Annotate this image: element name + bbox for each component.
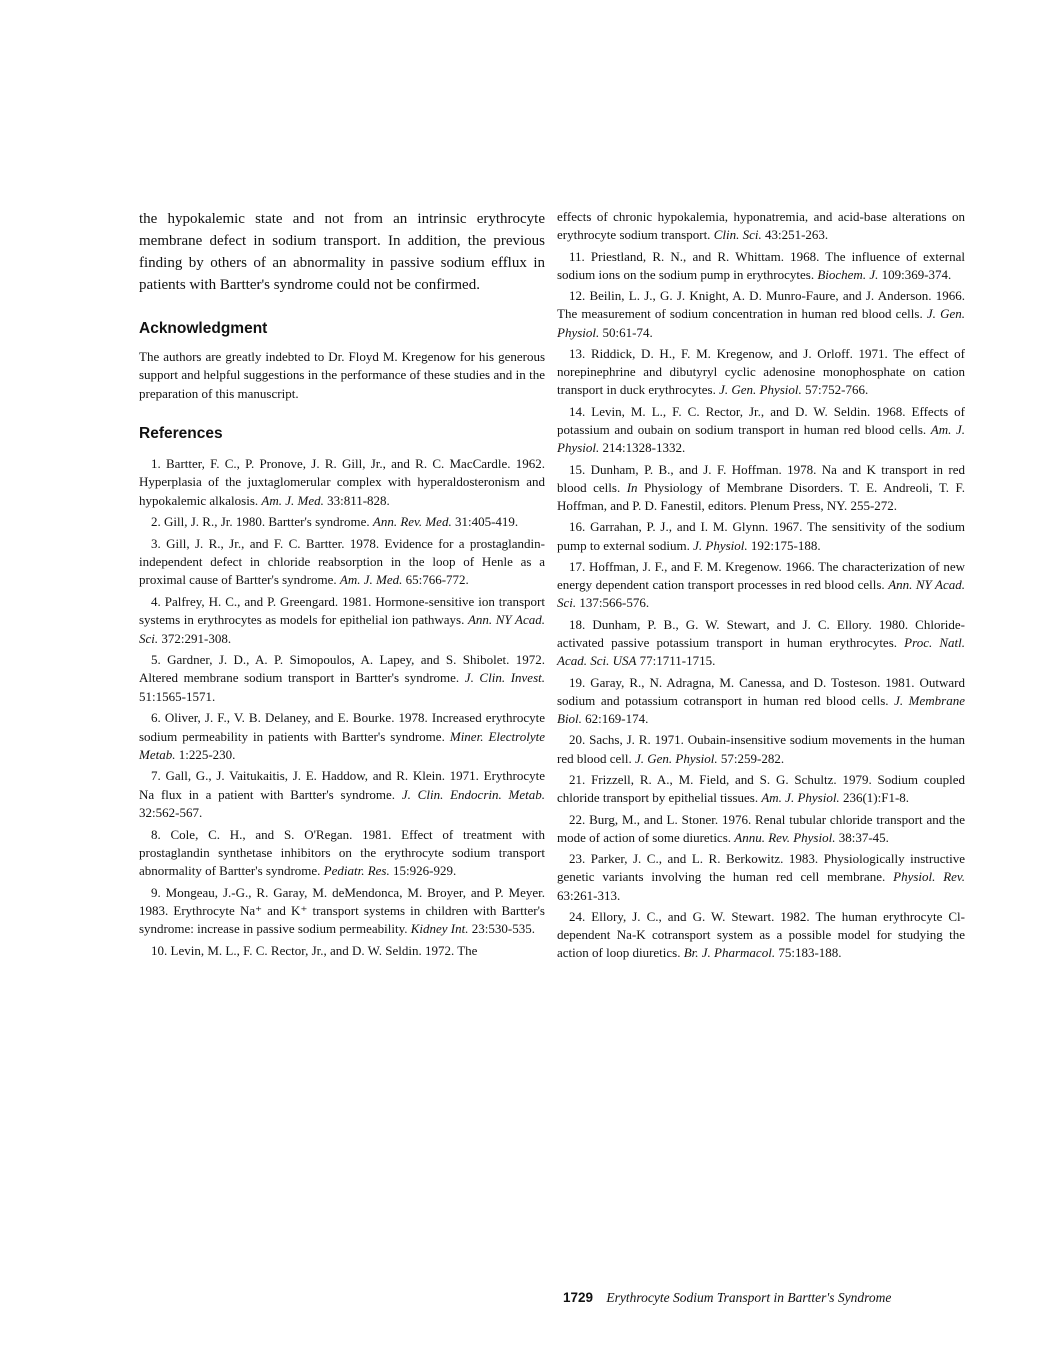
reference-citation: 4. Palfrey, H. C., and P. Greengard. 1981. Hormone-sensitive ion transport systems in erythrocytes as models for epithelial ion pathways.: [139, 594, 545, 628]
reference-journal: J. Gen. Physiol.: [719, 382, 802, 398]
reference-citation: 12. Beilin, L. J., G. J. Knight, A. D. Munro-Faure, and J. Anderson. 1966. The measurement of sodium concentration in human red blood cells.: [557, 288, 965, 322]
reference-volume-pages: 57:259-282.: [720, 750, 785, 766]
reference-citation: 10. Levin, M. L., F. C. Rector, Jr., and D. W. Seldin. 1972. The: [151, 942, 478, 958]
reference-citation: 5. Gardner, J. D., A. P. Simopoulos, A. Lapey, and S. Shibolet. 1972. Altered membrane sodium transport in Bartter's syndrome.: [139, 652, 545, 686]
reference-citation: 9. Mongeau, J.-G., R. Garay, M. deMendonca, M. Broyer, and P. Meyer. 1983. Erythrocyte Na⁺ and K⁺ transport systems in children with Bartter's syndrome: increase in passive sodium permeability.: [139, 884, 545, 937]
reference-journal: Ann. NY Acad. Sci.: [557, 577, 965, 611]
reference-citation: 1. Bartter, F. C., P. Pronove, J. R. Gill, Jr., and R. C. MacCardle. 1962. Hyperplasia of the juxtaglomerular complex with hyperaldosteronism and hypokalemic alkalosis.: [139, 456, 545, 508]
reference-citation: 17. Hoffman, J. F., and F. M. Kregenow. 1966. The characterization of new energy dependent cation transport processes in red blood cells.: [557, 558, 965, 593]
reference-volume-pages: 137:566-576.: [579, 595, 650, 611]
reference-volume-pages: 75:183-188.: [778, 945, 842, 961]
reference-citation: 19. Garay, R., N. Adragna, M. Canessa, and D. Tosteson. 1981. Outward sodium and potassium cotransport in human red blood cells.: [557, 674, 965, 708]
reference-journal: J. Membrane Biol.: [557, 692, 965, 726]
reference-journal: J. Clin. Invest.: [464, 670, 545, 686]
reference-citation: 7. Gall, G., J. Vaitukaitis, J. E. Haddow, and R. Klein. 1971. Erythrocyte Na flux in a patient with Bartter's syndrome.: [139, 768, 545, 802]
reference-citation: 24. Ellory, J. C., and G. W. Stewart. 1982. The human erythrocyte Cl-dependent Na-K cotransport system as a possible model for studying the action of loop diuretics.: [557, 908, 965, 961]
reference-entry: [139, 709, 545, 764]
reference-journal: Am. J. Med.: [339, 572, 403, 588]
reference-citation: 2. Gill, J. R., Jr. 1980. Bartter's syndrome.: [151, 514, 370, 530]
references-list-left: [139, 455, 545, 960]
reference-volume-pages: Physiology of Membrane Disorders. T. E. Andreoli, T. F. Hoffman, and P. D. Fanestil, editors. Plenum Press, NY. 255-272.: [557, 479, 965, 513]
reference-journal: Am. J. Physiol.: [761, 790, 840, 806]
reference-entry: [557, 208, 965, 244]
reference-citation: 6. Oliver, J. F., V. B. Delaney, and E. Bourke. 1978. Increased erythrocyte sodium permeability in patients with Bartter's syndrome.: [139, 710, 545, 744]
reference-entry: [139, 535, 545, 590]
reference-citation: 21. Frizzell, R. A., M. Field, and S. G. Schultz. 1979. Sodium coupled chloride transport by epithelial tissues.: [557, 771, 965, 806]
reference-entry: [557, 674, 965, 729]
reference-journal: J. Clin. Endocrin. Metab.: [401, 786, 546, 802]
reference-entry: [139, 513, 545, 531]
reference-volume-pages: 77:1711-1715.: [639, 653, 716, 669]
reference-entry: [557, 908, 965, 963]
reference-entry: [557, 731, 965, 767]
reference-citation: 14. Levin, M. L., F. C. Rector, Jr., and D. W. Seldin. 1968. Effects of potassium and oubain on sodium transport in human red blood cells.: [557, 403, 965, 437]
reference-citation: 13. Riddick, D. H., F. M. Kregenow, and J. Orloff. 1971. The effect of norepinephrine and dibutyryl cyclic adenosine monophosphate on cation transport in duck erythrocytes.: [557, 345, 965, 398]
reference-volume-pages: 109:369-374.: [881, 266, 952, 282]
reference-volume-pages: 51:1565-1571.: [139, 688, 216, 704]
reference-entry: [557, 771, 965, 807]
reference-volume-pages: 50:61-74.: [602, 324, 653, 340]
reference-entry: [557, 518, 965, 554]
reference-entry: [139, 826, 545, 881]
reference-citation: 15. Dunham, P. B., and J. F. Hoffman. 1978. Na and K transport in red blood cells.: [557, 461, 965, 495]
reference-citation: 20. Sachs, J. R. 1971. Oubain-insensitive sodium movements in the human red blood cell.: [557, 732, 965, 766]
reference-entry: [557, 811, 965, 847]
page-footer: [563, 1290, 891, 1306]
reference-volume-pages: 32:562-567.: [139, 804, 203, 820]
reference-volume-pages: 62:169-174.: [585, 710, 649, 726]
reference-journal: Clin. Sci.: [713, 227, 762, 243]
reference-journal: In: [626, 479, 638, 495]
reference-volume-pages: 23:530-535.: [471, 921, 535, 937]
reference-volume-pages: 57:752-766.: [805, 382, 869, 398]
reference-volume-pages: 1:225-230.: [178, 746, 236, 762]
reference-journal: Proc. Natl. Acad. Sci. USA: [557, 634, 966, 669]
reference-citation: 3. Gill, J. R., Jr., and F. C. Bartter. 1978. Evidence for a prostaglandin-independent defect in chloride reabsorption in the loop of Henle as a proximal cause of Bartter's syndrome.: [139, 536, 545, 588]
reference-volume-pages: 38:37-45.: [838, 829, 889, 845]
reference-entry: [139, 767, 545, 822]
acknowledgment-heading: Acknowledgment: [139, 320, 268, 337]
reference-volume-pages: 65:766-772.: [405, 572, 469, 588]
reference-journal: J. Gen. Physiol.: [557, 306, 966, 340]
reference-journal: Biochem. J.: [817, 266, 879, 282]
reference-volume-pages: 372:291-308.: [161, 630, 232, 646]
page-number: 1729: [563, 1290, 594, 1305]
reference-citation: 18. Dunham, P. B., G. W. Stewart, and J. C. Ellory. 1980. Chloride-activated passive potassium transport in human erythrocytes.: [557, 616, 965, 650]
reference-entry: [139, 455, 545, 510]
reference-journal: Pediatr. Res.: [323, 862, 390, 878]
reference-entry: [557, 248, 965, 284]
reference-citation: 11. Priestland, R. N., and R. Whittam. 1968. The influence of external sodium ions on the sodium pump in erythrocytes.: [557, 248, 965, 282]
reference-volume-pages: 43:251-263.: [764, 227, 829, 243]
reference-entry: [139, 593, 545, 648]
reference-entry: [557, 461, 965, 516]
right-column: [557, 208, 965, 966]
reference-journal: Physiol. Rev.: [893, 869, 965, 885]
reference-volume-pages: 31:405-419.: [454, 514, 519, 530]
reference-citation: effects of chronic hypokalemia, hyponatremia, and acid-base alterations on erythrocyte sodium transport.: [557, 209, 965, 243]
reference-entry: [139, 651, 545, 706]
reference-citation: 16. Garrahan, P. J., and I. M. Glynn. 1967. The sensitivity of the sodium pump to external sodium.: [557, 519, 965, 553]
intro-paragraph: the hypokalemic state and not from an intrinsic erythrocyte membrane defect in sodium transport. In addition, the previous finding by others of an abnormality in passive sodium efflux in patients with Bartter's syndrome could not be confirmed.: [139, 211, 545, 293]
reference-journal: Annu. Rev. Physiol.: [734, 829, 836, 845]
reference-journal: Ann. Rev. Med.: [372, 514, 452, 530]
reference-volume-pages: 63:261-313.: [557, 887, 621, 903]
running-title: Erythrocyte Sodium Transport in Bartter's Syndrome: [606, 1290, 892, 1305]
reference-entry: [557, 345, 965, 400]
reference-journal: J. Physiol.: [693, 537, 748, 553]
reference-entry: [139, 942, 545, 960]
reference-journal: Br. J. Pharmacol.: [683, 945, 776, 961]
acknowledgment-text: The authors are greatly indebted to Dr. Floyd M. Kregenow for his generous support and helpful suggestions in the performance of these studies and in the preparation of this manuscript.: [139, 349, 545, 401]
reference-journal: Ann. NY Acad. Sci.: [139, 612, 546, 646]
reference-entry: [557, 850, 965, 905]
reference-entry: [139, 884, 545, 939]
references-heading: References: [139, 425, 223, 443]
reference-journal: Am. J. Med.: [261, 492, 324, 508]
reference-journal: Am. J. Physiol.: [557, 421, 965, 456]
reference-journal: J. Gen. Physiol.: [634, 750, 718, 766]
reference-entry: [557, 287, 965, 342]
reference-citation: 23. Parker, J. C., and L. R. Berkowitz. 1983. Physiologically instructive genetic variants involving the human red cell membrane.: [557, 851, 965, 885]
reference-entry: [557, 403, 965, 458]
reference-volume-pages: 214:1328-1332.: [602, 440, 686, 456]
left-column: [139, 208, 545, 964]
reference-journal: Kidney Int.: [410, 921, 469, 937]
reference-citation: 22. Burg, M., and L. Stoner. 1976. Renal tubular chloride transport and the mode of action of some diuretics.: [557, 811, 965, 845]
reference-journal: Miner. Electrolyte Metab.: [139, 728, 546, 762]
reference-volume-pages: 15:926-929.: [393, 862, 457, 878]
reference-volume-pages: 33:811-828.: [327, 492, 390, 508]
reference-entry: [557, 558, 965, 613]
reference-volume-pages: 236(1):F1-8.: [842, 790, 910, 806]
reference-volume-pages: 192:175-188.: [750, 537, 821, 553]
reference-entry: [557, 616, 965, 671]
reference-citation: 8. Cole, C. H., and S. O'Regan. 1981. Effect of treatment with prostaglandin synthetase inhibitors on the erythrocyte sodium transport abnormality of Bartter's syndrome.: [139, 826, 545, 878]
references-list-right: [557, 208, 965, 963]
